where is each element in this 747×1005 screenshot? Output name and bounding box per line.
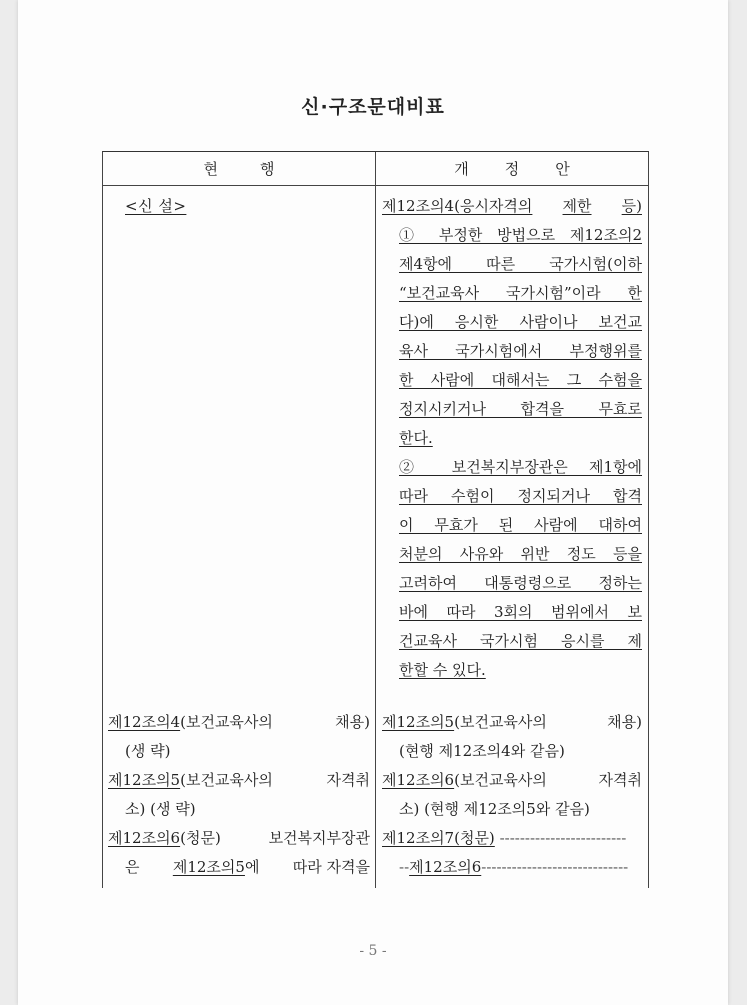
right-article-12-6-body: 소) (현행 제12조의5와 같음): [399, 800, 590, 818]
right-article-12-4-line: 이 무효가 된 사람에 대하여: [399, 516, 642, 534]
right-article-12-4-line: 건교육사 국가시험 응시를 제: [399, 632, 642, 650]
right-article-12-4-body: [399, 221, 642, 685]
right-article-12-4-line: ① 부정한 방법으로 제12조의2: [399, 226, 642, 244]
right-article-12-4-line: 육사 국가시험에서 부정행위를: [399, 342, 642, 360]
left-article-12-6-body: 은 제12조의5에 따라 자격을: [125, 858, 370, 876]
right-article-12-4-line: 제4항에 따른 국가시험(이하: [399, 255, 642, 273]
right-article-12-4-line: 정지시키거나 합격을 무효로: [399, 400, 642, 418]
column-divider: [375, 185, 376, 888]
page-number: - 5 -: [359, 943, 387, 959]
right-article-12-4-line: ② 보건복지부장관은 제1항에: [399, 458, 642, 476]
right-article-12-7-body: --제12조의6-----------------------------: [399, 858, 629, 876]
left-article-12-5-omitted: 소) (생 략): [125, 800, 196, 818]
right-article-12-4-line: 한다.: [399, 429, 433, 447]
right-article-12-5-heading: 제12조의5(보건교육사의 채용): [382, 713, 642, 731]
right-article-12-4-line: “보건교육사 국가시험”이라 한: [399, 284, 642, 302]
right-article-12-4-heading: 제12조의4(응시자격의 제한 등): [382, 197, 642, 215]
header-revised: 개 정 안: [376, 152, 648, 186]
left-article-12-6-heading: 제12조의6(청문) 보건복지부장관: [108, 829, 370, 847]
right-article-12-4-line: 따라 수험이 정지되거나 합격: [399, 487, 642, 505]
right-article-12-5-body: (현행 제12조의4와 같음): [399, 742, 565, 760]
right-article-12-4-line: 고려하여 대통령령으로 정하는: [399, 574, 642, 592]
header-current: 현 행: [103, 152, 376, 186]
right-article-12-4-line: 다)에 응시한 사람이나 보건교: [399, 313, 642, 331]
right-article-12-4-line: 처분의 사유와 위반 정도 등을: [399, 545, 642, 563]
right-article-12-4-line: 바에 따라 3회의 범위에서 보: [399, 603, 642, 621]
left-article-12-4-omitted: (생 략): [125, 742, 171, 760]
page-title: 신·구조문대비표: [301, 96, 445, 118]
new-provision-marker: <신 설>: [125, 197, 187, 215]
left-article-12-5-heading: 제12조의5(보건교육사의 자격취: [108, 771, 370, 789]
document-page: [18, 0, 728, 1005]
right-article-12-4-line: 한할 수 있다.: [399, 661, 486, 679]
right-article-12-6-heading: 제12조의6(보건교육사의 자격취: [382, 771, 642, 789]
left-article-12-4-heading: 제12조의4(보건교육사의 채용): [108, 713, 370, 731]
right-article-12-7-heading: 제12조의7(청문) -------------------------: [382, 829, 627, 847]
right-article-12-4-line: 한 사람에 대해서는 그 수험을: [399, 371, 642, 389]
